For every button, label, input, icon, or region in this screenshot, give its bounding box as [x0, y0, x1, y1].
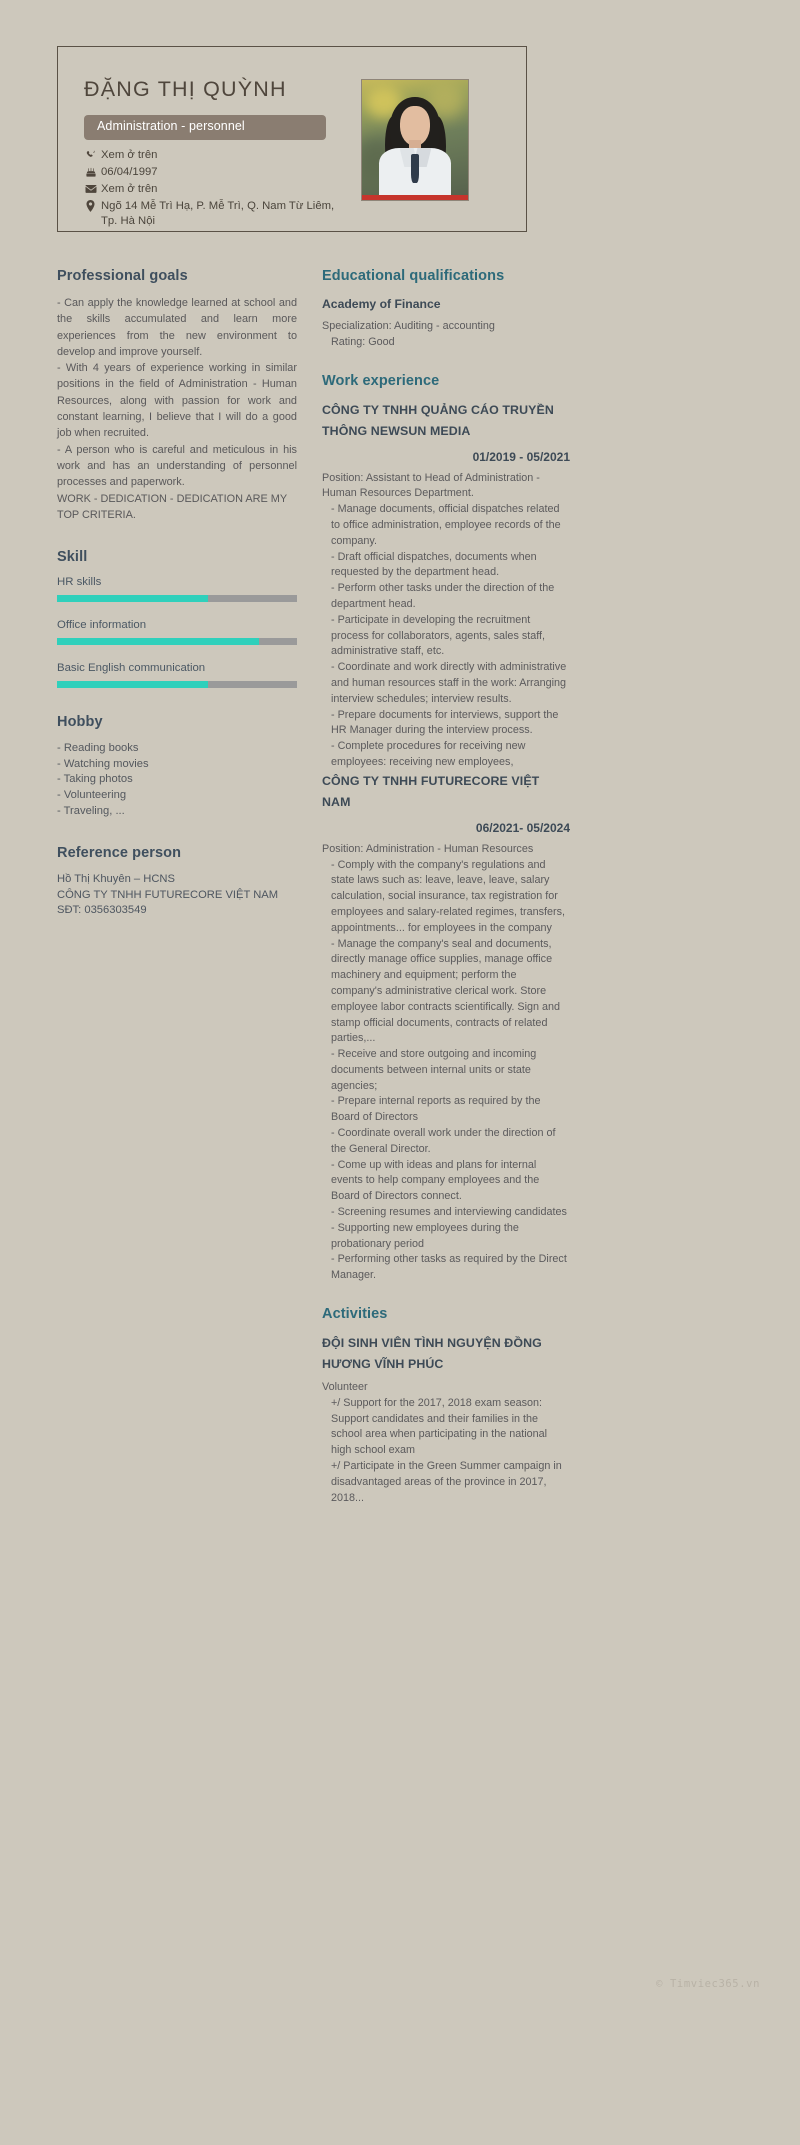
contact-value-phone: Xem ở trên: [101, 149, 158, 161]
contact-list: [84, 148, 352, 231]
section-heading-work-experience: Work experience: [322, 372, 440, 389]
job-duty: - Complete procedures for receiving new employees: receiving new employees,: [331, 740, 526, 768]
job-duty: - Prepare internal reports as required by the Board of Directors: [331, 1095, 541, 1124]
list-item: - Volunteering: [57, 788, 127, 801]
job-duty: - Perform other tasks under the direction of the department head.: [331, 582, 555, 610]
job-position: Position: Assistant to Head of Administration - Human Resources Department.: [322, 471, 540, 500]
goals-paragraph-4: WORK - DEDICATION - DEDICATION ARE MY TOP CRITERIA.: [57, 492, 287, 521]
job-duty: - Come up with ideas and plans for internal events to help company employees and the Board of Directors connect.: [331, 1158, 540, 1203]
list-item: - Watching movies: [57, 757, 149, 770]
section-heading-hobby: Hobby: [57, 714, 103, 731]
list-item: - Reading books: [57, 742, 139, 755]
contact-value-email: Xem ở trên: [101, 183, 158, 195]
location-icon: [84, 199, 97, 213]
job-duty: - Receive and store outgoing and incoming documents between internal units or state agencies;: [331, 1048, 537, 1092]
section-heading-skill: Skill: [57, 549, 88, 566]
right-column: [322, 268, 570, 1506]
job-duty: - Coordinate and work directly with administrative and human resources staff in the work: Arranging interview schedules; interview results.: [331, 661, 567, 705]
reference-company: CÔNG TY TNHH FUTURECORE VIỆT NAM: [57, 888, 279, 901]
contact-row-phone: [84, 148, 352, 163]
activity-item: +/ Support for the 2017, 2018 exam season: Support candidates and their families in the school area when participating in the national high school exam: [331, 1396, 548, 1457]
job-duty: - Comply with the company's regulations and state laws such as: leave, leave, leave, salary calculation, social insurance, tax registration for employees and salary-related regimes, transfers, appointments... for employees in the company: [331, 858, 566, 934]
education-school: Academy of Finance: [322, 297, 441, 311]
header-card: [57, 46, 527, 232]
job-title-badge: [84, 115, 326, 140]
skill-progress-fill: [57, 681, 208, 688]
footer-watermark: © Timviec365.vn: [656, 1978, 760, 1990]
skill-progress-track: [57, 638, 297, 645]
skill-progress-fill: [57, 638, 259, 645]
skill-item: [57, 619, 297, 645]
page-title: ĐẶNG THỊ QUỲNH: [84, 77, 287, 101]
section-reference-person: [57, 845, 297, 919]
job-duty: - Performing other tasks as required by the Direct Manager.: [331, 1253, 567, 1282]
skill-item: [57, 662, 297, 688]
list-item: - Taking photos: [57, 773, 133, 786]
education-specialization: Specialization: Auditing - accounting: [322, 320, 495, 332]
skill-label: HR skills: [57, 576, 102, 589]
skill-progress-track: [57, 595, 297, 602]
skill-label: Office information: [57, 619, 147, 632]
reference-phone: SĐT: 0356303549: [57, 904, 147, 917]
job-date: 01/2019 - 05/2021: [472, 449, 570, 464]
avatar: [361, 79, 469, 201]
job-duty: - Manage documents, official dispatches related to office administration, employee records of the company.: [331, 503, 561, 547]
goals-paragraph-3: - A person who is careful and meticulous in his work and has an understanding of personnel processes and paperwork.: [57, 443, 297, 489]
section-skill: [57, 549, 297, 688]
job-company: CÔNG TY TNHH QUẢNG CÁO TRUYỀN THÔNG NEWSUN MEDIA: [322, 402, 554, 438]
activity-role: Volunteer: [322, 1381, 368, 1394]
job-duty: - Manage the company's seal and documents, directly manage office supplies, manage office machinery and equipment; perform the company's administrative clerical work. Store employee labor contracts scientifically. Sign and stamp official documents, contracts of related parties,...: [331, 937, 561, 1045]
job-title-label: Administration - personnel: [97, 119, 245, 133]
contact-row-email: [84, 182, 352, 197]
section-heading-education: Educational qualifications: [322, 268, 505, 284]
phone-icon: [84, 148, 97, 162]
contact-row-birthday: [84, 165, 352, 180]
section-hobby: [57, 714, 297, 819]
reference-name: Hồ Thị Khuyên – HCNS: [57, 873, 175, 886]
list-item: - Traveling, ...: [57, 804, 125, 817]
section-education: [322, 268, 570, 351]
activity-item: +/ Participate in the Green Summer campaign in disadvantaged areas of the province in 2017, 2018...: [331, 1460, 562, 1504]
left-column: [57, 268, 297, 945]
job-duty: - Prepare documents for interviews, support the HR Manager during the interview process.: [331, 708, 559, 737]
skill-label: Basic English communication: [57, 662, 206, 675]
education-rating: Rating: Good: [331, 335, 395, 348]
job-duty: - Screening resumes and interviewing candidates: [331, 1206, 567, 1219]
section-work-experience: [322, 373, 570, 1284]
email-icon: [84, 182, 97, 196]
section-heading-reference-person: Reference person: [57, 845, 182, 862]
job-position: Position: Administration - Human Resources: [322, 842, 534, 855]
job-duty: - Participate in developing the recruitment process for collaborators, agents, sales staff, administrative staff, etc.: [331, 613, 546, 658]
section-heading-activities: Activities: [322, 1306, 388, 1323]
skill-progress-fill: [57, 595, 208, 602]
contact-value-address: Ngõ 14 Mễ Trì Hạ, P. Mễ Trì, Q. Nam Từ Liêm, Tp. Hà Nội: [101, 200, 335, 227]
work-job: [322, 400, 570, 771]
contact-row-address: [84, 199, 352, 228]
job-date: 06/2021- 05/2024: [475, 820, 570, 835]
job-company: CÔNG TY TNHH FUTURECORE VIỆT NAM: [322, 773, 540, 809]
contact-value-birthday: 06/04/1997: [101, 166, 158, 178]
section-professional-goals: [57, 268, 297, 523]
work-job: [322, 771, 570, 1284]
goals-paragraph-2: - With 4 years of experience working in similar positions in the field of Administration - Human Resources, along with passion for work and constant learning, I believe that I will do a good job when recruited.: [57, 362, 297, 440]
section-heading-professional-goals: Professional goals: [57, 268, 188, 284]
job-duty: - Supporting new employees during the probationary period: [331, 1221, 519, 1250]
job-duty: - Coordinate overall work under the direction of the General Director.: [331, 1127, 556, 1155]
skill-progress-track: [57, 681, 297, 688]
skill-item: [57, 576, 297, 602]
goals-paragraph-1: - Can apply the knowledge learned at school and the skills accumulated and learn more experiences from the new environment to develop and improve yourself.: [57, 297, 297, 358]
job-duty: - Draft official dispatches, documents when requested by the department head.: [331, 550, 537, 579]
birthday-icon: [84, 165, 97, 179]
section-activities: [322, 1306, 570, 1506]
activity-organization: ĐỘI SINH VIÊN TÌNH NGUYỆN ĐỒNG HƯƠNG VĨNH PHÚC: [322, 1336, 542, 1372]
